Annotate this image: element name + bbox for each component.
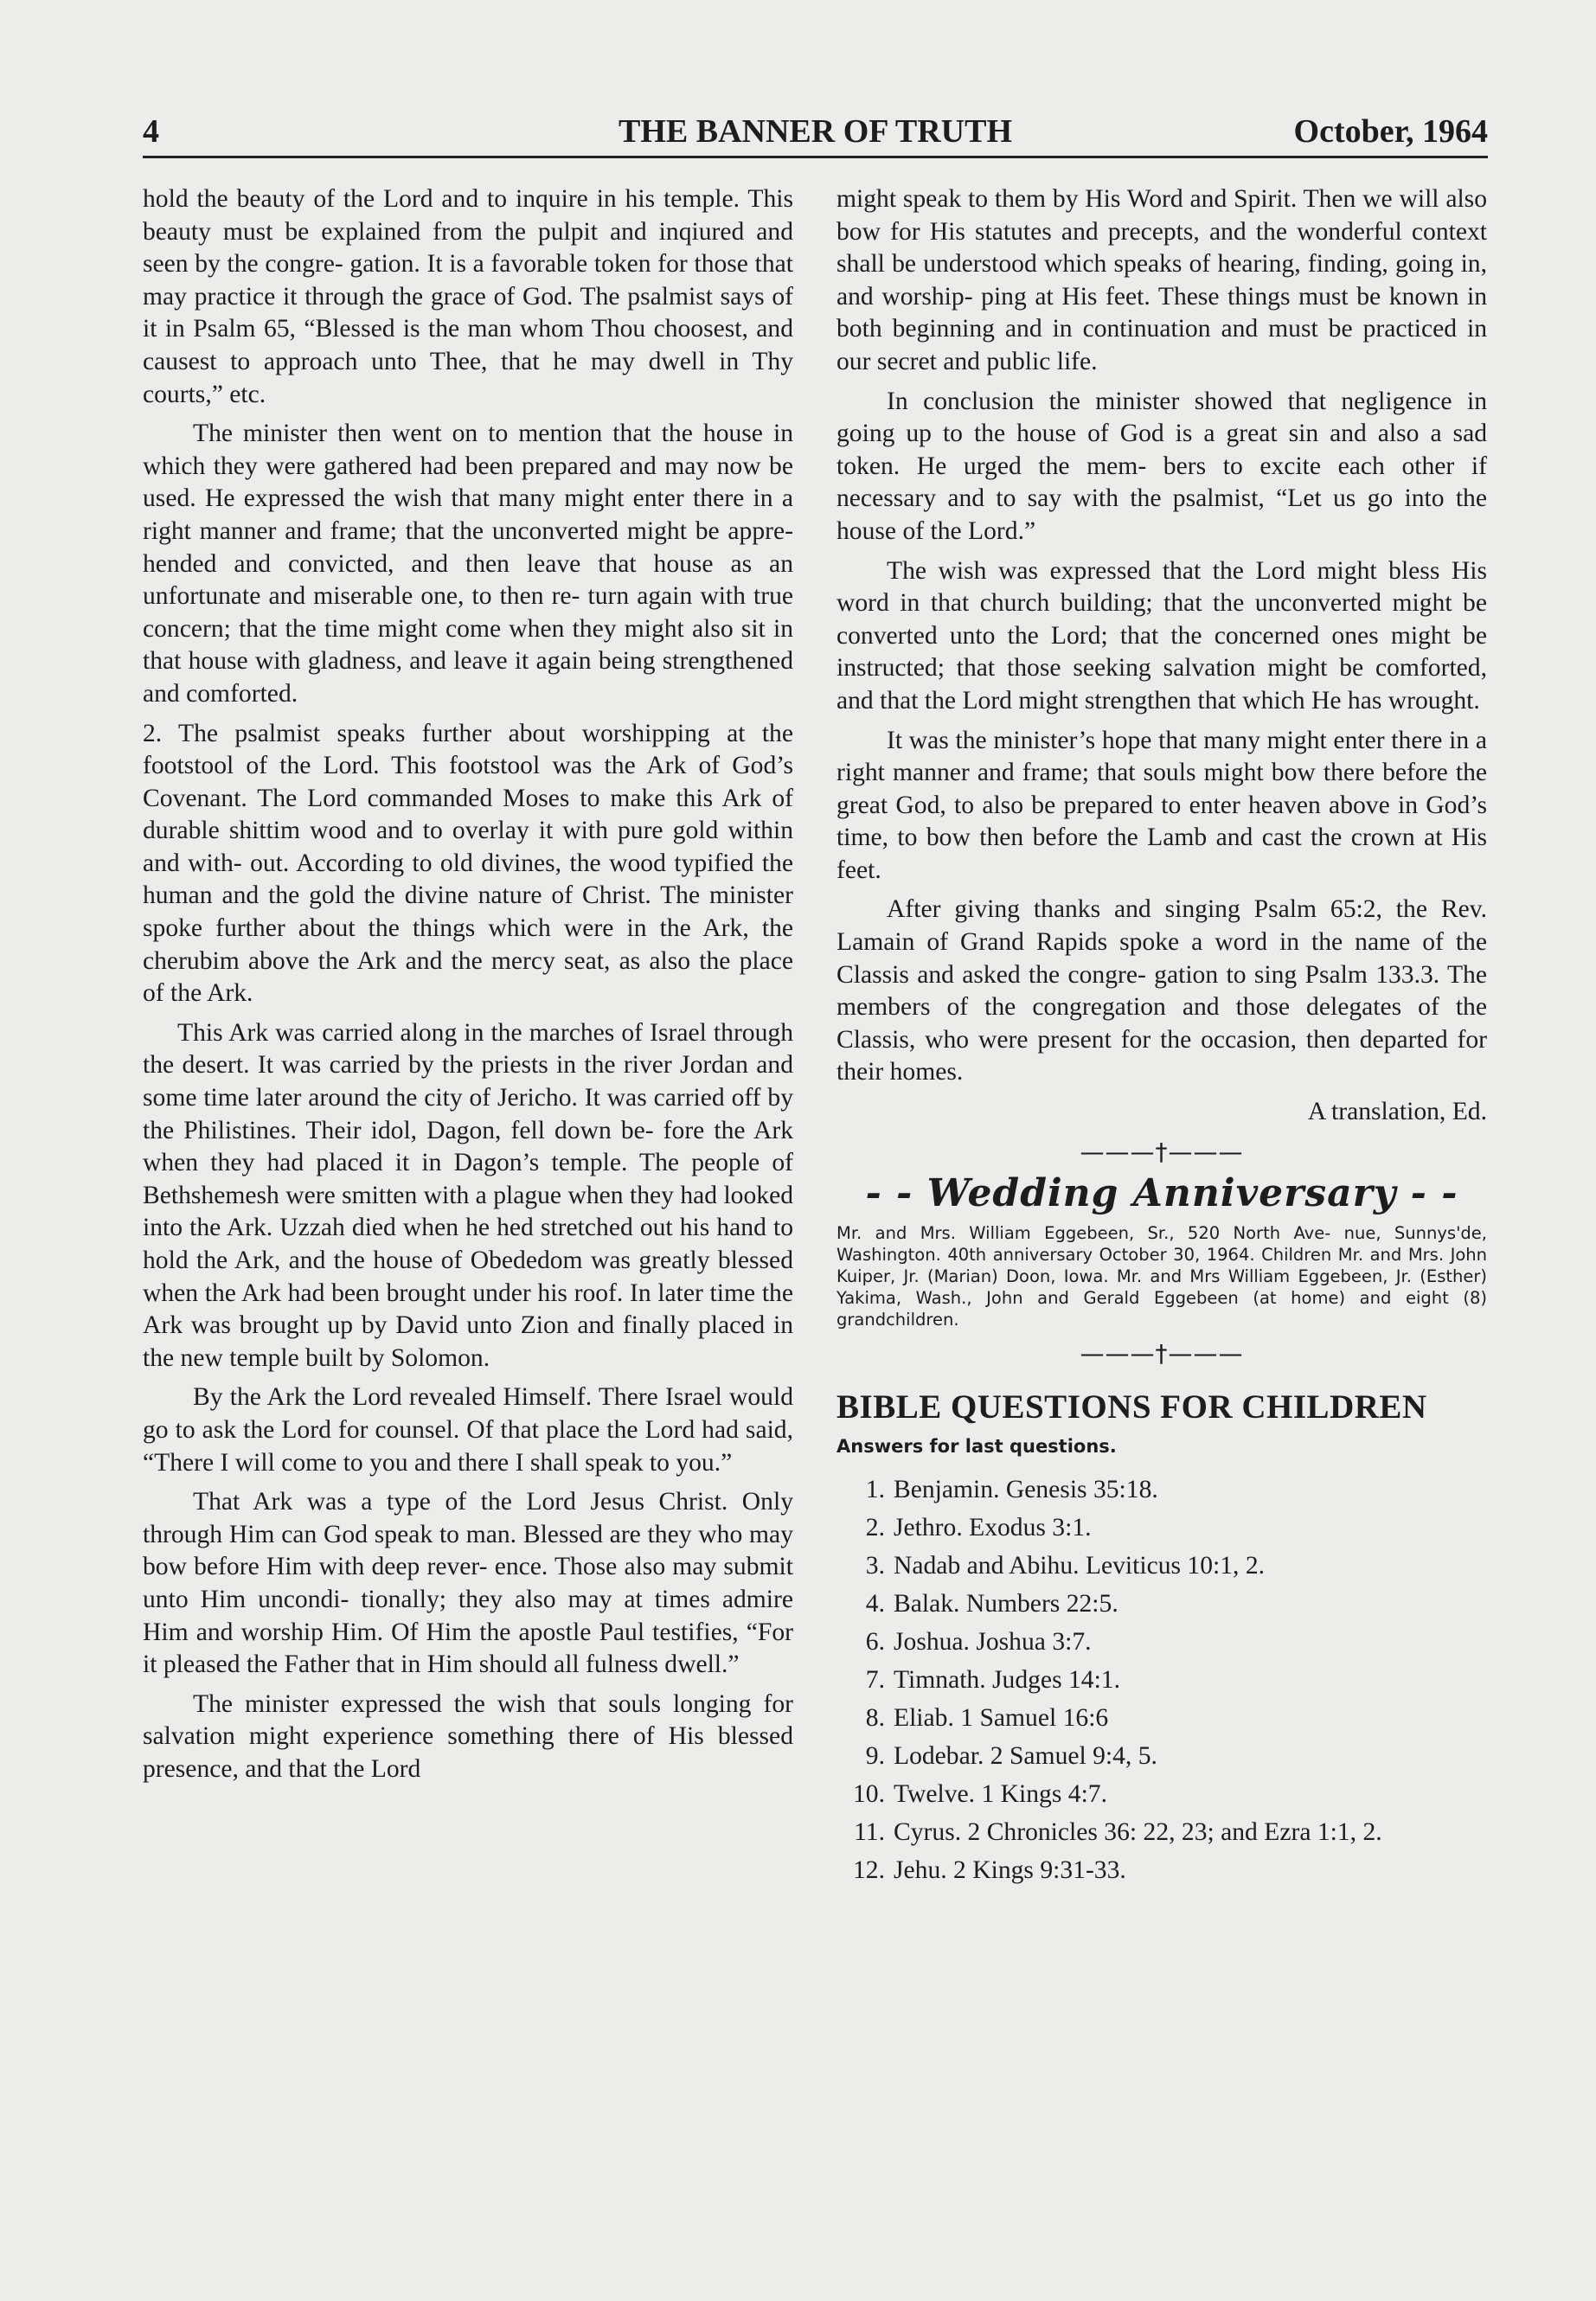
publication-title: THE BANNER OF TRUTH [618, 113, 1013, 150]
bible-questions-heading: BIBLE QUESTIONS FOR CHILDREN [836, 1388, 1427, 1426]
divider-text: ———†——— [1080, 1338, 1244, 1368]
divider-text: ———†——— [1080, 1137, 1244, 1166]
answer-text: Joshua. Joshua 3:7. [894, 1627, 1092, 1656]
answer-text: Cyrus. 2 Chronicles 36: 22, 23; and Ezra 1:1, 2. [894, 1817, 1382, 1846]
answer-text: Timnath. Judges 14:1. [894, 1665, 1120, 1694]
paragraph: That Ark was a type of the Lord Jesus Christ. Only through Him can God speak to man. Blessed are they who may bow before Him with deep rever- ence. Those also may submit unto Him uncondi- tionally; they also may at times admire Him and worship Him. Of Him the apostle Paul testifies, “For it pleased the Father that in Him should all fulness dwell.” [143, 1488, 793, 1679]
answer-number: 10. [853, 1779, 885, 1808]
answer-text: Jehu. 2 Kings 9:31-33. [894, 1856, 1126, 1884]
translation-credit: A translation, Ed. [1307, 1098, 1487, 1126]
answer-text: Jethro. Exodus 3:1. [894, 1513, 1092, 1541]
paragraph: After giving thanks and singing Psalm 65:2, the Rev. Lamain of Grand Rapids spoke a word in the name of the Classis and asked the congre- gation to sing Psalm 133.3. The members of the congregation and those delegates of the Classis, who were present for the occasion, then departed for their homes. [836, 895, 1487, 1086]
answer-number: 1. [865, 1475, 885, 1503]
list-item [836, 1623, 1487, 1661]
paragraph: It was the minister’s hope that many might enter there in a right manner and frame; that souls might bow there before the great God, to also be prepared to enter heaven above in God’s time, to bow then before the Lamb and cast the crown at His feet. [836, 726, 1487, 884]
answer-number: 9. [865, 1741, 885, 1770]
list-item [836, 1509, 1487, 1547]
list-item [836, 1813, 1487, 1851]
answer-number: 2. [865, 1513, 885, 1541]
paragraph: might speak to them by His Word and Spirit. Then we will also bow for His statutes and precepts, and the wonderful context shall be understood which speaks of hearing, finding, going in, and worship- ping at His feet. These things must be known in both beginning and in continuation and must be practiced in our secret and public life. [836, 185, 1487, 375]
answer-text: Balak. Numbers 22:5. [894, 1589, 1118, 1618]
answer-text: Eliab. 1 Samuel 16:6 [894, 1703, 1109, 1732]
answer-text: Benjamin. Genesis 35:18. [894, 1475, 1158, 1503]
list-item [836, 1699, 1487, 1737]
answer-number: 7. [865, 1665, 885, 1694]
list-item [836, 1661, 1487, 1699]
anniversary-heading: - - Wedding Anniversary - - [865, 1171, 1458, 1216]
answers-list [836, 1471, 1487, 1889]
page-header [143, 111, 1488, 158]
list-item [836, 1737, 1487, 1775]
list-item [836, 1851, 1487, 1889]
answer-number: 8. [865, 1703, 885, 1732]
paragraph: The wish was expressed that the Lord might bless His word in that church building; that the unconverted might be converted unto the Lord; that the concerned ones might be instructed; that those seeking salvation might be comforted, and that the Lord might strengthen that which He has wrought. [836, 556, 1487, 715]
answer-number: 4. [865, 1589, 885, 1618]
anniversary-notice: Mr. and Mrs. William Eggebeen, Sr., 520 North Ave- nue, Sunnys'de, Washington. 40th anniversary October 30, 1964. Children Mr. and Mrs. John Kuiper, Jr. (Marian) Doon, Iowa. Mr. and Mrs William Eggebeen, Jr. (Esther) Yakima, Wash., John and Gerald Eggebeen (at home) and eight (8) grandchildren. [836, 1222, 1487, 1330]
answers-subheading: Answers for last questions. [836, 1436, 1117, 1457]
answer-text: Twelve. 1 Kings 4:7. [894, 1779, 1107, 1808]
right-column [836, 183, 1487, 1889]
issue-date: October, 1964 [1293, 113, 1488, 150]
list-item [836, 1585, 1487, 1623]
paragraph: In conclusion the minister showed that negligence in going up to the house of God is a great sin and also a sad token. He urged the mem- bers to excite each other if necessary and to say with the psalmist, “Let us go into the house of the Lord.” [836, 387, 1487, 545]
answer-text: Nadab and Abihu. Leviticus 10:1, 2. [894, 1551, 1266, 1580]
answer-number: 6. [865, 1627, 885, 1656]
cross-divider [836, 1136, 1487, 1170]
list-item [836, 1471, 1487, 1509]
paragraph: By the Ark the Lord revealed Himself. There Israel would go to ask the Lord for counsel. Of that place the Lord had said, “There I will come to you and there I shall speak to you.” [143, 1383, 793, 1477]
paragraph: The minister then went on to mention that the house in which they were gathered had been prepared and may now be used. He expressed the wish that many might enter there in a right manner and frame; that the unconverted might be appre- hended and convicted, and then leave that house as an unfortunate and miserable one, to then re- turn again with true concern; that the time might come when they might also sit in that house with gladness, and leave it again being strengthened and comforted. [143, 420, 793, 708]
cross-divider [836, 1337, 1487, 1371]
list-item [836, 1775, 1487, 1813]
list-item [836, 1547, 1487, 1585]
paragraph: hold the beauty of the Lord and to inquire in his temple. This beauty must be explained from the pulpit and inqiured and seen by the congre- gation. It is a favorable token for those that may practice it through the grace of God. The psalmist says of it in Psalm 65, “Blessed is the man whom Thou choosest, and causest to approach unto Thee, that he may dwell in Thy courts,” etc. [143, 185, 793, 408]
paragraph: The minister expressed the wish that souls longing for salvation might experience something there of His blessed presence, and that the Lord [143, 1689, 793, 1783]
answer-text: Lodebar. 2 Samuel 9:4, 5. [894, 1741, 1157, 1770]
left-column [143, 183, 793, 1793]
page-number: 4 [143, 113, 159, 150]
paragraph: 2. The psalmist speaks further about worshipping at the footstool of the Lord. This footstool was the Ark of God’s Covenant. The Lord commanded Moses to make this Ark of durable shittim wood and to overlay it with pure gold within and with- out. According to old divines, the wood typified the human and the gold the divine nature of Christ. The minister spoke further about the things which were in the Ark, the cherubim above the Ark and the mercy seat, as also the place of the Ark. [143, 719, 793, 1008]
answer-number: 12. [853, 1856, 885, 1884]
answer-number: 11. [854, 1817, 885, 1846]
answer-number: 3. [865, 1551, 885, 1580]
paragraph: This Ark was carried along in the marches of Israel through the desert. It was carried by the priests in the river Jordan and some time later around the city of Jericho. It was carried off by the Philistines. Their idol, Dagon, fell down be- fore the Ark when they had placed it in Dagon’s temple. The people of Bethshemesh were smitten with a plague when they had looked into the Ark. Uzzah died when he hed stretched out his hand to hold the Ark, and the house of Obededom was greatly blessed when the Ark had been brought under his roof. In later time the Ark was brought up by David unto Zion and finally placed in the new temple built by Solomon. [143, 1018, 793, 1372]
